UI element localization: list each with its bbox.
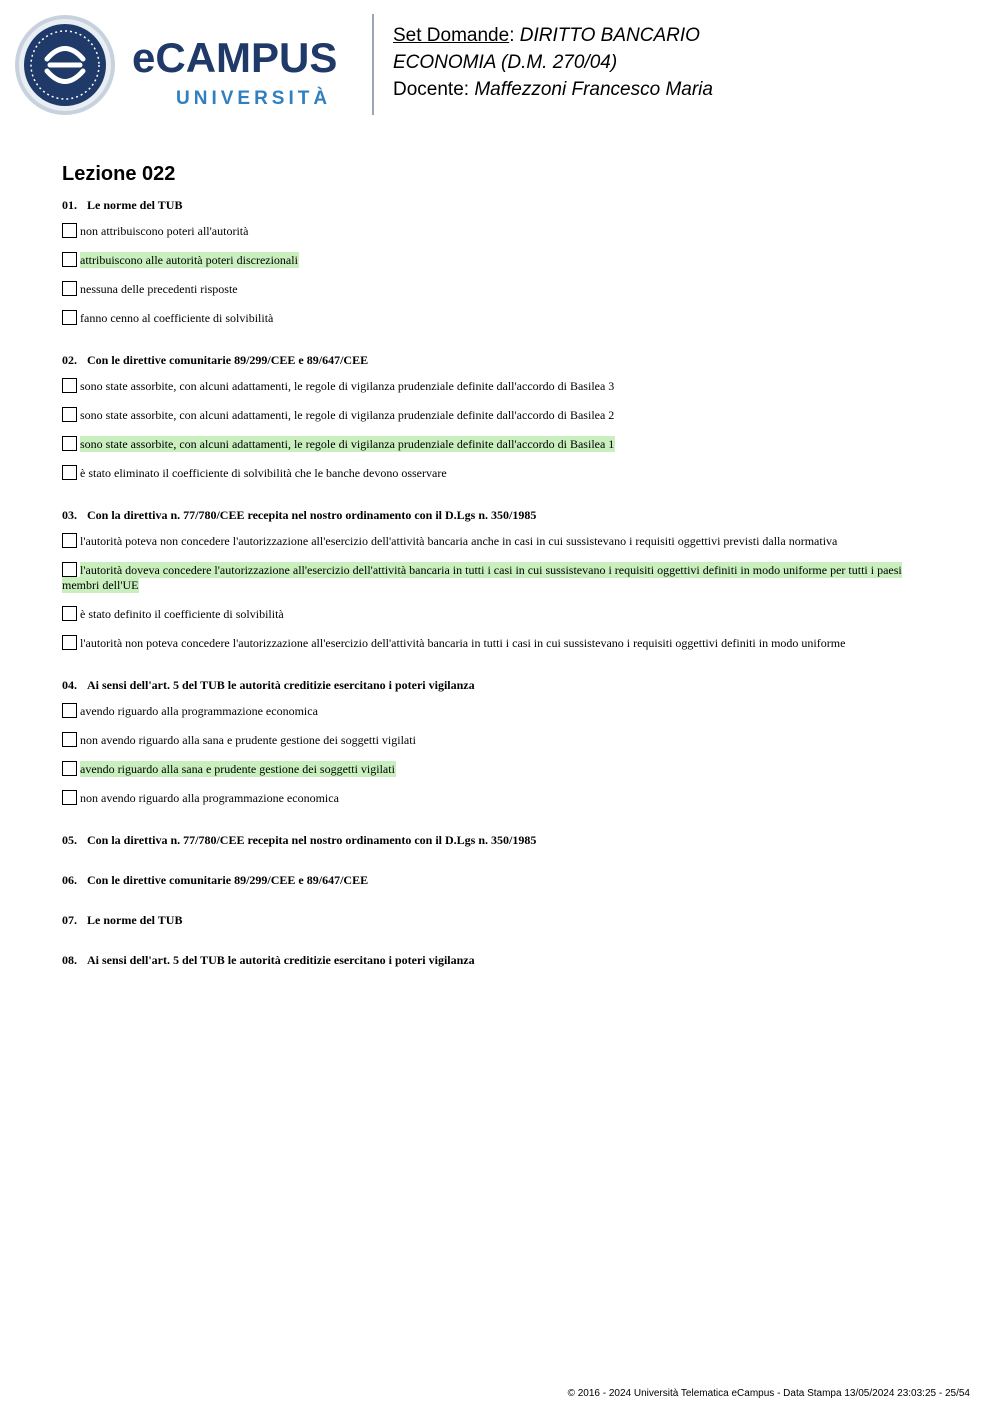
checkbox-icon[interactable]	[62, 606, 77, 621]
answer-text: è stato definito il coefficiente di solvibilità	[80, 607, 284, 621]
answer-text: è stato eliminato il coefficiente di solvibilità che le banche devono osservare	[80, 466, 447, 480]
checkbox-icon[interactable]	[62, 223, 77, 238]
answer-option	[62, 223, 942, 239]
answer-option	[62, 310, 942, 326]
question-title	[62, 678, 942, 692]
question-text: Con la direttiva n. 77/780/CEE recepita nel nostro ordinamento con il D.Lgs n. 350/1985	[87, 508, 537, 522]
answer-text: non avendo riguardo alla sana e prudente gestione dei soggetti vigilati	[80, 733, 416, 747]
checkbox-icon[interactable]	[62, 465, 77, 480]
question-number: 05.	[62, 833, 77, 847]
question-number: 03.	[62, 508, 77, 522]
answer-option	[62, 732, 942, 748]
answer-text: sono state assorbite, con alcuni adattamenti, le regole di vigilanza prudenziale definite dall'accordo di Basilea 1	[80, 437, 615, 451]
answer-text: sono state assorbite, con alcuni adattamenti, le regole di vigilanza prudenziale definite dall'accordo di Basilea 2	[80, 408, 615, 422]
question-spacer	[62, 664, 942, 678]
open-question-title	[62, 873, 942, 887]
open-question-title	[62, 913, 942, 927]
docente-value: Maffezzoni Francesco Maria	[474, 79, 713, 100]
question-title	[62, 198, 942, 212]
answer-text: avendo riguardo alla sana e prudente gestione dei soggetti vigilati	[80, 762, 395, 776]
checkbox-icon[interactable]	[62, 252, 77, 267]
answer-text: non avendo riguardo alla programmazione economica	[80, 791, 339, 805]
header-info	[393, 22, 713, 103]
answer-option-correct	[62, 436, 942, 452]
answer-option-correct	[62, 562, 942, 593]
set-value-line2: ECONOMIA (D.M. 270/04)	[393, 52, 618, 73]
checkbox-icon[interactable]	[62, 562, 77, 577]
header-divider	[372, 14, 374, 115]
question-number: 08.	[62, 953, 77, 967]
question-title	[62, 353, 942, 367]
checkbox-icon[interactable]	[62, 533, 77, 548]
checkbox-icon[interactable]	[62, 378, 77, 393]
checkbox-icon[interactable]	[62, 407, 77, 422]
question-number: 04.	[62, 678, 77, 692]
checkbox-icon[interactable]	[62, 761, 77, 776]
question-number: 06.	[62, 873, 77, 887]
answer-option	[62, 378, 942, 394]
answer-text: l'autorità non poteva concedere l'autorizzazione all'esercizio dell'attività bancaria in tutti i casi in cui sussistevano i requisiti oggettivi definiti in modo uniforme	[80, 636, 846, 650]
answer-option-correct	[62, 252, 942, 268]
set-line-2	[393, 49, 713, 76]
answer-option	[62, 606, 942, 622]
answer-option-correct	[62, 761, 942, 777]
checkbox-icon[interactable]	[62, 790, 77, 805]
question-text: Ai sensi dell'art. 5 del TUB le autorità creditizie esercitano i poteri vigilanza	[87, 953, 475, 967]
lesson-title: Lezione 022	[62, 163, 176, 185]
answer-option	[62, 790, 942, 806]
question-text: Le norme del TUB	[87, 198, 183, 212]
logo-subtitle: UNIVERSITÀ	[176, 88, 332, 109]
question-spacer	[62, 339, 942, 353]
checkbox-icon[interactable]	[62, 635, 77, 650]
set-line: Set Domande: DIRITTO BANCARIO	[393, 25, 700, 46]
question-list	[62, 198, 942, 993]
answer-text: non attribuiscono poteri all'autorità	[80, 224, 249, 238]
docente-line	[393, 76, 713, 103]
checkbox-icon[interactable]	[62, 703, 77, 718]
checkbox-icon[interactable]	[62, 310, 77, 325]
ecampus-seal-icon	[14, 14, 116, 116]
answer-option	[62, 281, 942, 297]
open-question-title	[62, 953, 942, 967]
question-text: Con la direttiva n. 77/780/CEE recepita nel nostro ordinamento con il D.Lgs n. 350/1985	[87, 833, 537, 847]
logo-wordmark: eCAMPUS	[132, 34, 338, 81]
answer-text: l'autorità doveva concedere l'autorizzazione all'esercizio dell'attività bancaria in tutti i casi in cui sussistevano i requisiti oggettivi definiti in modo uniforme per tutti i paesi membri dell'UE	[62, 563, 902, 592]
answer-option	[62, 703, 942, 719]
answer-option	[62, 465, 942, 481]
question-number: 02.	[62, 353, 77, 367]
open-question-title	[62, 833, 942, 847]
answer-text: avendo riguardo alla programmazione economica	[80, 704, 318, 718]
set-label: Set Domande	[393, 25, 510, 46]
question-number: 07.	[62, 913, 77, 927]
answer-option	[62, 635, 942, 651]
question-spacer	[62, 819, 942, 833]
question-text: Con le direttive comunitarie 89/299/CEE e 89/647/CEE	[87, 873, 369, 887]
answer-text: attribuiscono alle autorità poteri discrezionali	[80, 253, 298, 267]
question-block	[62, 508, 942, 678]
question-block	[62, 353, 942, 508]
checkbox-icon[interactable]	[62, 436, 77, 451]
page-footer: © 2016 - 2024 Università Telematica eCampus - Data Stampa 13/05/2024 23:03:25 - 25/54	[567, 1388, 970, 1399]
answer-text: sono state assorbite, con alcuni adattamenti, le regole di vigilanza prudenziale definite dall'accordo di Basilea 3	[80, 379, 615, 393]
question-text: Ai sensi dell'art. 5 del TUB le autorità creditizie esercitano i poteri vigilanza	[87, 678, 475, 692]
question-text: Le norme del TUB	[87, 913, 183, 927]
question-spacer	[62, 494, 942, 508]
docente-label: Docente:	[393, 79, 470, 100]
question-block	[62, 678, 942, 833]
question-number: 01.	[62, 198, 77, 212]
question-block	[62, 198, 942, 353]
answer-text: nessuna delle precedenti risposte	[80, 282, 238, 296]
set-value-line1: DIRITTO BANCARIO	[519, 25, 700, 46]
checkbox-icon[interactable]	[62, 281, 77, 296]
question-title	[62, 508, 942, 522]
answer-option	[62, 533, 942, 549]
answer-text: l'autorità poteva non concedere l'autorizzazione all'esercizio dell'attività bancaria anche in casi in cui sussistevano i requisiti oggettivi previsti dalla normativa	[80, 534, 838, 548]
ecampus-logo	[14, 14, 354, 118]
answer-text: fanno cenno al coefficiente di solvibilità	[80, 311, 274, 325]
question-text: Con le direttive comunitarie 89/299/CEE e 89/647/CEE	[87, 353, 369, 367]
answer-option	[62, 407, 942, 423]
checkbox-icon[interactable]	[62, 732, 77, 747]
